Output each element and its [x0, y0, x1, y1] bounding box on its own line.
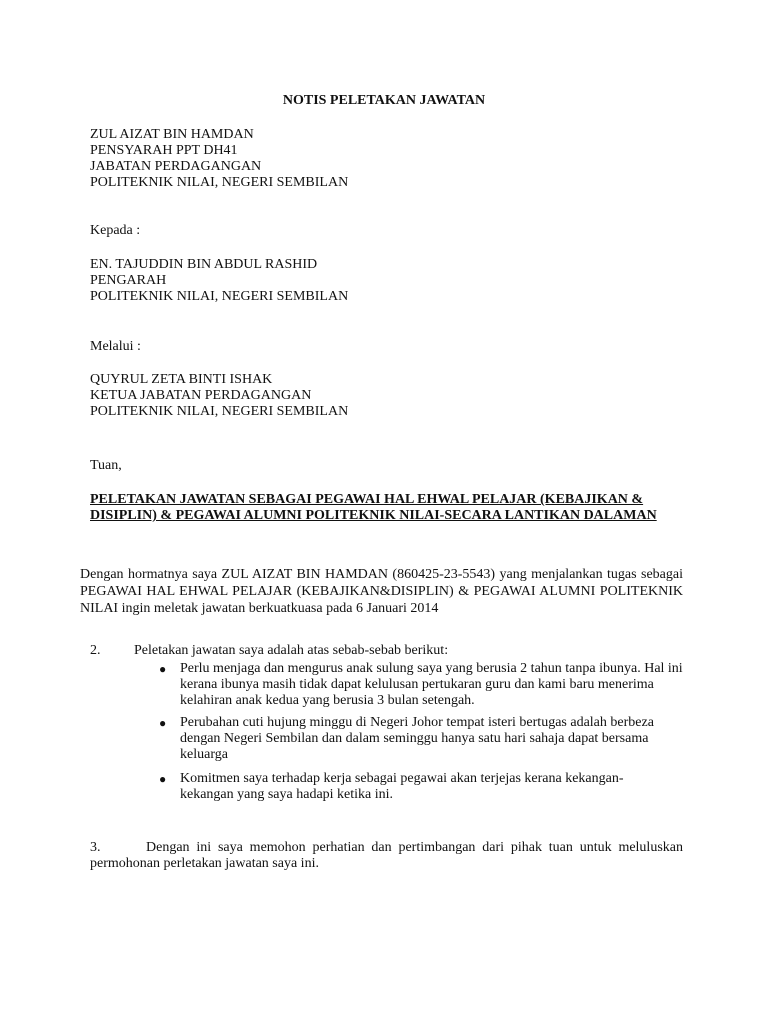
- reason-2: Perubahan cuti hujung minggu di Negeri Johor tempat isteri bertugas adalah berbeza dengan Negeri Sembilan dan dalam seminggu hanya satu hari sahaja dapat bersama keluarga: [180, 715, 654, 762]
- recipient-name: EN. TAJUDDIN BIN ABDUL RASHID: [90, 257, 318, 272]
- subject-line-1: PELETAKAN JAWATAN SEBAGAI PEGAWAI HAL EHWAL PELAJAR (KEBAJIKAN &: [90, 492, 644, 507]
- sender-position: PENSYARAH PPT DH41: [90, 143, 238, 158]
- bullet-icon: ●: [159, 716, 167, 730]
- recipient-address: [90, 257, 348, 305]
- subject-line-2: DISIPLIN) & PEGAWAI ALUMNI POLITEKNIK NILAI-SECARA LANTIKAN DALAMAN: [90, 508, 657, 523]
- sender-address: [90, 127, 348, 191]
- salutation: Tuan,: [90, 458, 122, 473]
- bullet-icon: ●: [159, 772, 167, 786]
- sender-department: JABATAN PERDAGANGAN: [90, 159, 262, 174]
- section-2-intro: Peletakan jawatan saya adalah atas sebab-sebab berikut:: [134, 643, 449, 658]
- section-3-text: Dengan ini saya memohon perhatian dan pertimbangan dari pihak tuan untuk meluluskan permohonan perletakan jawatan saya ini.: [90, 840, 683, 871]
- via-name: QUYRUL ZETA BINTI ISHAK: [90, 372, 273, 387]
- recipient-institution: POLITEKNIK NILAI, NEGERI SEMBILAN: [90, 289, 349, 304]
- reason-1: Perlu menjaga dan mengurus anak sulung saya yang berusia 2 tahun tanpa ibunya. Hal ini kerana ibunya masih tidak dapat kelulusan pertukaran guru dan kami baru menerima kelahiran anak kedua yang berusia 3 bulan setengah.: [180, 661, 683, 708]
- to-label: Kepada :: [90, 223, 141, 238]
- paragraph-1: Dengan hormatnya saya ZUL AIZAT BIN HAMDAN (860425-23-5543) yang menjalankan tugas sebagai PEGAWAI HAL EHWAL PELAJAR (KEBAJIKAN&DISIPLIN) & PEGAWAI ALUMNI POLITEKNIK NILAI ingin meletak jawatan berkuatkuasa pada 6 Januari 2014: [80, 567, 683, 616]
- section-2-number: 2.: [90, 643, 101, 658]
- recipient-position: PENGARAH: [90, 273, 167, 288]
- via-position: KETUA JABATAN PERDAGANGAN: [90, 388, 312, 403]
- section-3-number: 3.: [90, 840, 101, 855]
- page-title: NOTIS PELETAKAN JAWATAN: [282, 93, 486, 108]
- reason-3: Komitmen saya terhadap kerja sebagai pegawai akan terjejas kerana kekangan-kekangan yang saya hadapi ketika ini.: [180, 771, 624, 802]
- via-institution: POLITEKNIK NILAI, NEGERI SEMBILAN: [90, 404, 349, 419]
- via-address: [90, 372, 348, 420]
- via-label: Melalui :: [90, 339, 141, 354]
- sender-institution: POLITEKNIK NILAI, NEGERI SEMBILAN: [90, 175, 349, 190]
- bullet-icon: ●: [159, 662, 167, 676]
- sender-name: ZUL AIZAT BIN HAMDAN: [90, 127, 254, 142]
